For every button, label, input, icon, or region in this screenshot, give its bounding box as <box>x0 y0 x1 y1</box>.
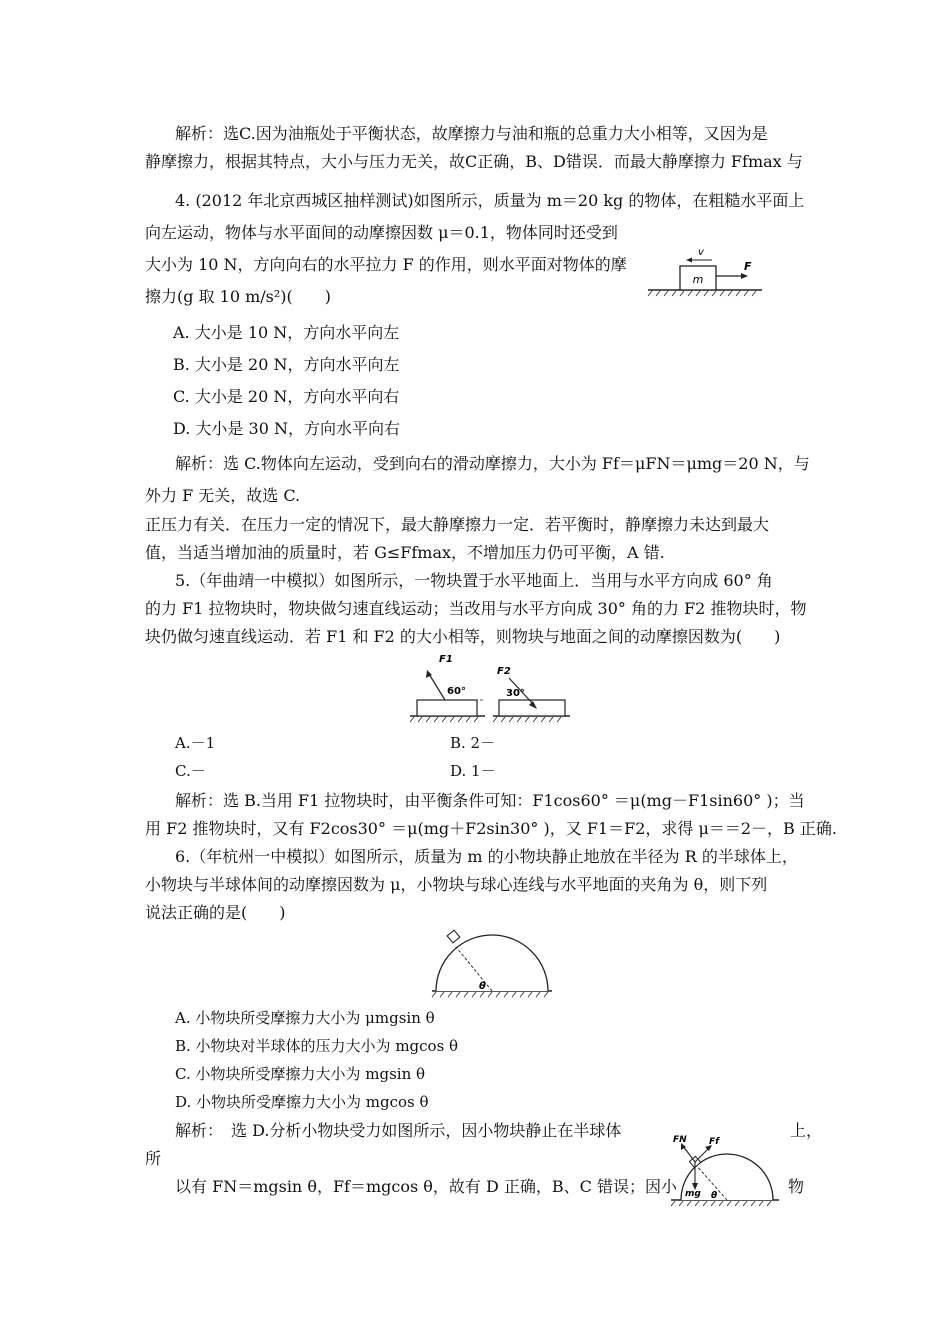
q6-analysis-line-3: 以有 FN＝mgsin θ，Ff＝mgcos θ，故有 D 正确，B、C 错误；因小 <box>175 1177 678 1196</box>
q6-option-b: B. 小物块对半球体的压力大小为 mgcos θ <box>175 1037 459 1055</box>
q5-f1-label: F1 <box>439 654 453 665</box>
q6-figure <box>428 925 556 999</box>
q6-analysis-line-3-end: 物 <box>788 1177 805 1196</box>
q6-fn-label: FN <box>673 1135 687 1145</box>
q6-analysis-line-1: 解析： 选 D.分析小物块受力如图所示，因小物块静止在半球体 <box>175 1121 622 1140</box>
q4-figure <box>640 238 770 298</box>
q5-stem-line-1: 5.（年曲靖一中模拟）如图所示，一物块置于水平地面上．当用与水平方向成 60° 角 <box>175 571 773 590</box>
q4-stem-line-2: 向左运动，物体与水平面间的动摩擦因数 μ＝0.1，物体同时还受到 <box>145 223 618 242</box>
q6-stem-line-3: 说法正确的是( ) <box>145 903 286 922</box>
q5-option-c: C.－ <box>175 762 206 780</box>
q4-stem-line-3: 大小为 10 N，方向向右的水平拉力 F 的作用，则水平面对物体的摩 <box>145 255 627 274</box>
q4-stem-line-4: 擦力(g 取 10 m/s²)( ) <box>145 287 332 306</box>
q5-figure <box>405 652 575 724</box>
q6-force-figure <box>665 1128 785 1210</box>
q4-stem-line-1: 4. (2012 年北京西城区抽样测试)如图所示，质量为 m＝20 kg 的物体，在粗糙水平面上 <box>175 191 805 210</box>
q4-force-label: F <box>744 260 752 273</box>
q5-option-b: B. 2－ <box>450 734 496 752</box>
q5-angle2-label: 30° <box>506 688 525 699</box>
q4-block-label: m <box>692 273 704 286</box>
q6-analysis-line-2: 所 <box>145 1149 162 1168</box>
q4-velocity-label: v <box>698 247 704 258</box>
q5-angle1-label: 60° <box>447 686 466 697</box>
q6-small-block <box>447 930 460 943</box>
cont-paragraph-line-2: 值，当适当增加油的质量时，若 G≤Ffmax，不增加压力仍可平衡，A 错. <box>145 543 665 562</box>
q4-analysis-line-1: 解析：选 C.物体向左运动，受到向右的滑动摩擦力，大小为 Ff＝μFN＝μmg＝20 N，与 <box>175 454 810 473</box>
q6-stem-line-1: 6.（年杭州一中模拟）如图所示，质量为 m 的小物块静止地放在半径为 R 的半球体上， <box>175 847 798 866</box>
cont-paragraph-line-1: 正压力有关．在压力一定的情况下，最大静摩擦力一定．若平衡时，静摩擦力未达到最大 <box>145 515 770 534</box>
top-analysis-line-2: 静摩擦力，根据其特点，大小与压力无关，故C正确，B、D错误．而最大静摩擦力 Ffmax 与 <box>145 152 803 171</box>
q6-fig2-theta-label: θ <box>711 1191 718 1201</box>
q5-analysis-line-1: 解析：选 B.当用 F1 拉物块时，由平衡条件可知：F1cos60° ＝μ(mg－F1sin60° )；当 <box>175 791 805 810</box>
q4-option-a: A. 大小是 10 N，方向水平向左 <box>173 323 400 342</box>
q6-ff-label: Ff <box>709 1137 720 1147</box>
q5-stem-line-3: 块仍做匀速直线运动．若 F1 和 F2 的大小相等，则物块与地面之间的动摩擦因数为( ) <box>145 627 781 646</box>
q4-option-d: D. 大小是 30 N，方向水平向右 <box>173 419 400 438</box>
q5-option-a: A.－1 <box>175 734 216 752</box>
top-analysis-line-1: 解析：选C.因为油瓶处于平衡状态，故摩擦力与油和瓶的总重力大小相等，又因为是 <box>175 124 768 143</box>
q6-theta-label: θ <box>479 981 486 992</box>
q6-stem-line-2: 小物块与半球体间的动摩擦因数为 μ，小物块与球心连线与水平地面的夹角为 θ，则下列 <box>145 875 768 894</box>
q4-analysis-line-2: 外力 F 无关，故选 C. <box>145 486 301 505</box>
q6-option-d: D. 小物块所受摩擦力大小为 mgcos θ <box>175 1093 429 1111</box>
q5-option-d: D. 1－ <box>450 762 496 780</box>
q6-option-c: C. 小物块所受摩擦力大小为 mgsin θ <box>175 1065 426 1083</box>
q6-analysis-line-1-end: 上， <box>790 1121 823 1140</box>
q5-f2-label: F2 <box>497 666 511 677</box>
q5-analysis-line-2: 用 F2 推物块时，又有 F2cos30° ＝μ(mg＋F2sin30° )，又 F1＝F2，求得 μ＝＝2－，B 正确. <box>145 819 837 838</box>
q5-stem-line-2: 的力 F1 拉物块时，物块做匀速直线运动；当改用与水平方向成 30° 角的力 F2 推物块时，物 <box>145 599 807 618</box>
q5-block-left <box>417 700 477 716</box>
q4-option-b: B. 大小是 20 N，方向水平向左 <box>173 355 400 374</box>
q6-mg-label: mg <box>685 1189 701 1199</box>
q4-option-c: C. 大小是 20 N，方向水平向右 <box>173 387 400 406</box>
q6-option-a: A. 小物块所受摩擦力大小为 μmgsin θ <box>175 1009 435 1027</box>
